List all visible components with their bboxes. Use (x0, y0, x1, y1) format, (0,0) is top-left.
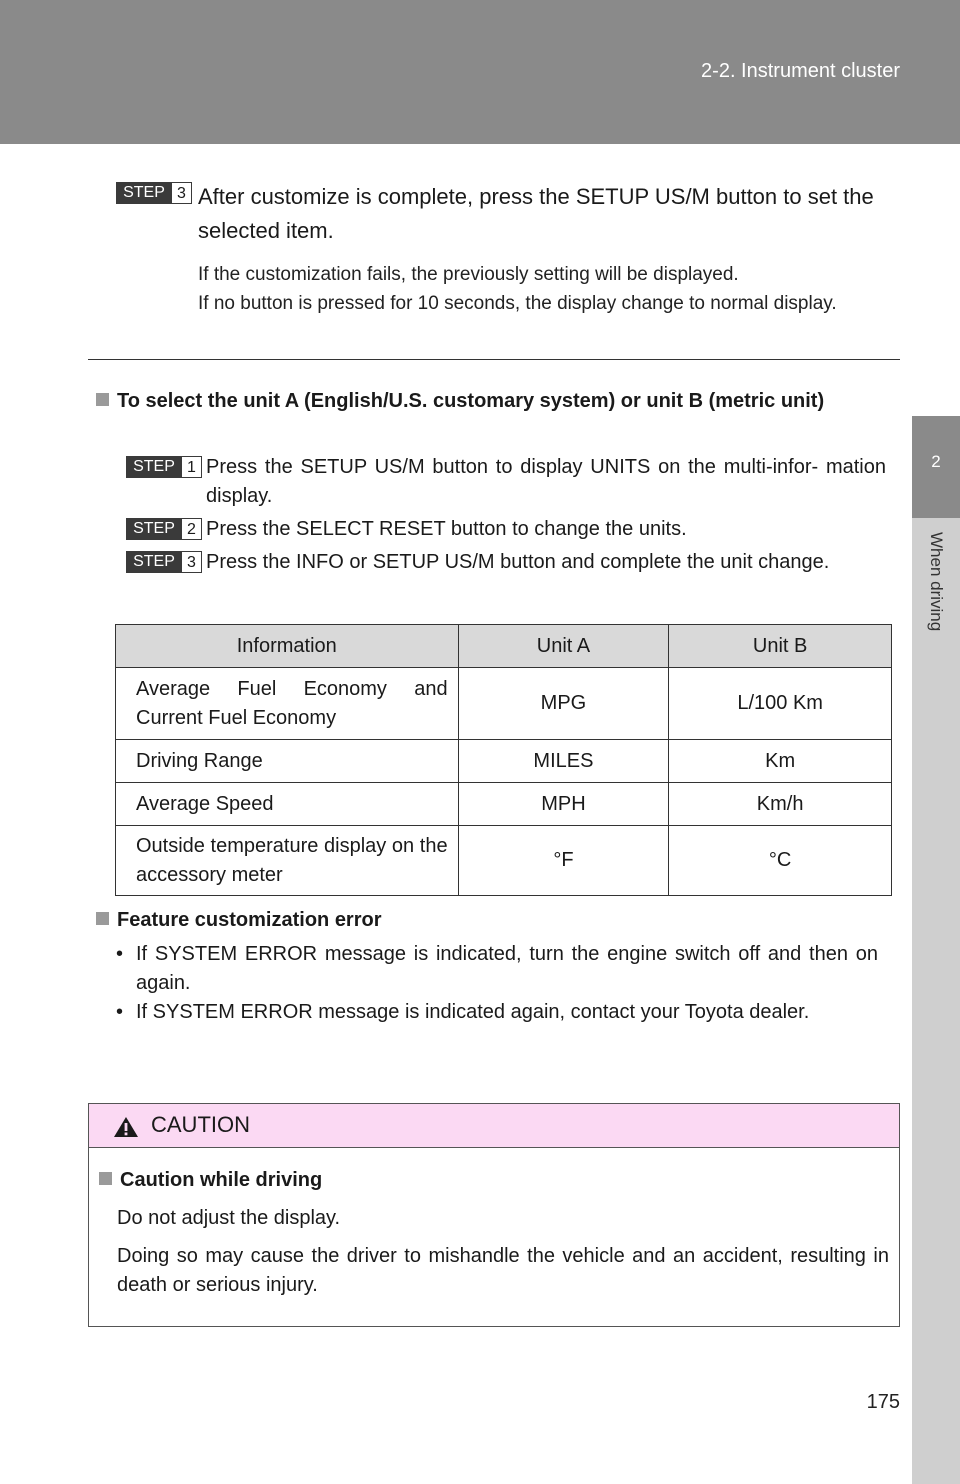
chapter-label: When driving (927, 532, 946, 632)
step-badge-label: STEP (126, 456, 182, 478)
caution-heading (99, 1166, 889, 1195)
error-heading-text: Feature customization error (117, 909, 382, 931)
table-cell: MPH (458, 783, 669, 826)
section-divider (88, 359, 900, 360)
square-bullet-icon (96, 393, 109, 406)
step-badge-label: STEP (116, 182, 172, 204)
table-cell: L/100 Km (669, 668, 892, 740)
section-title: 2-2. Instrument cluster (701, 60, 900, 82)
step3-note-2: If no button is pressed for 10 seconds, the display change to normal display. (198, 293, 837, 314)
table-cell: Outside temperature display on the accessory meter (116, 826, 459, 896)
step-badge (126, 456, 202, 478)
page-number: 175 (866, 1391, 900, 1413)
table-cell: Average Fuel Economy and Current Fuel Economy (116, 668, 459, 740)
table-row (116, 783, 892, 826)
table-header-row (116, 625, 892, 668)
units-step-3 (126, 548, 886, 577)
units-table (115, 624, 892, 896)
units-step-2-text: Press the SELECT RESET button to change the units. (206, 518, 687, 540)
step3-text: After customize is complete, press the SETUP US/M button to set the selected item. (198, 184, 874, 243)
step-badge-number: 2 (182, 518, 202, 540)
step-badge-number: 1 (182, 456, 202, 478)
list-item: • If SYSTEM ERROR message is indicated, turn the engine switch off and then on again. (114, 940, 878, 998)
units-step-2 (126, 515, 886, 544)
caution-box (88, 1103, 900, 1327)
table-cell: MPG (458, 668, 669, 740)
square-bullet-icon (96, 912, 109, 925)
table-header-cell: Information (116, 625, 459, 668)
caution-paragraph-2: Doing so may cause the driver to mishandle the vehicle and an accident, resulting in death or serious injury. (117, 1245, 889, 1296)
table-row (116, 826, 892, 896)
units-section-heading (96, 386, 888, 416)
warning-triangle-icon (113, 1116, 139, 1138)
units-steps-list (126, 453, 886, 581)
table-cell: Km/h (669, 783, 892, 826)
caution-title: CAUTION (151, 1112, 250, 1137)
caution-body (89, 1148, 899, 1300)
step-badge-label: STEP (126, 551, 182, 573)
table-row (116, 740, 892, 783)
page-header (0, 0, 960, 144)
units-step-3-text: Press the INFO or SETUP US/M button and complete the unit change. (206, 551, 830, 573)
step-badge (116, 182, 192, 204)
table-cell: °F (458, 826, 669, 896)
step3-instruction (116, 180, 896, 318)
step-badge-label: STEP (126, 518, 182, 540)
table-cell: MILES (458, 740, 669, 783)
chapter-number-tab: 2 (912, 416, 960, 518)
step3-note-1: If the customization fails, the previously setting will be displayed. (198, 264, 739, 285)
list-item: • If SYSTEM ERROR message is indicated again, contact your Toyota dealer. (114, 998, 878, 1027)
chapter-label-tab (912, 518, 960, 1484)
square-bullet-icon (99, 1172, 112, 1185)
table-cell: °C (669, 826, 892, 896)
table-row (116, 668, 892, 740)
error-section-heading (96, 905, 888, 935)
units-heading-text: To select the unit A (English/U.S. customary system) or unit B (metric unit) (117, 390, 825, 412)
step-badge (126, 551, 202, 573)
table-header-cell: Unit B (669, 625, 892, 668)
table-cell: Km (669, 740, 892, 783)
step-badge-number: 3 (182, 551, 202, 573)
table-cell: Driving Range (116, 740, 459, 783)
table-header-cell: Unit A (458, 625, 669, 668)
units-step-1 (126, 453, 886, 511)
error-bullet-list (114, 940, 878, 1027)
step-badge (126, 518, 202, 540)
step-badge-number: 3 (172, 182, 192, 204)
caution-paragraph-1: Do not adjust the display. (117, 1207, 341, 1229)
units-step-1-text: Press the SETUP US/M button to display UNITS on the multi-infor- mation display. (206, 456, 886, 507)
caution-heading-text: Caution while driving (120, 1169, 323, 1191)
table-cell: Average Speed (116, 783, 459, 826)
caution-title-bar (89, 1104, 899, 1148)
